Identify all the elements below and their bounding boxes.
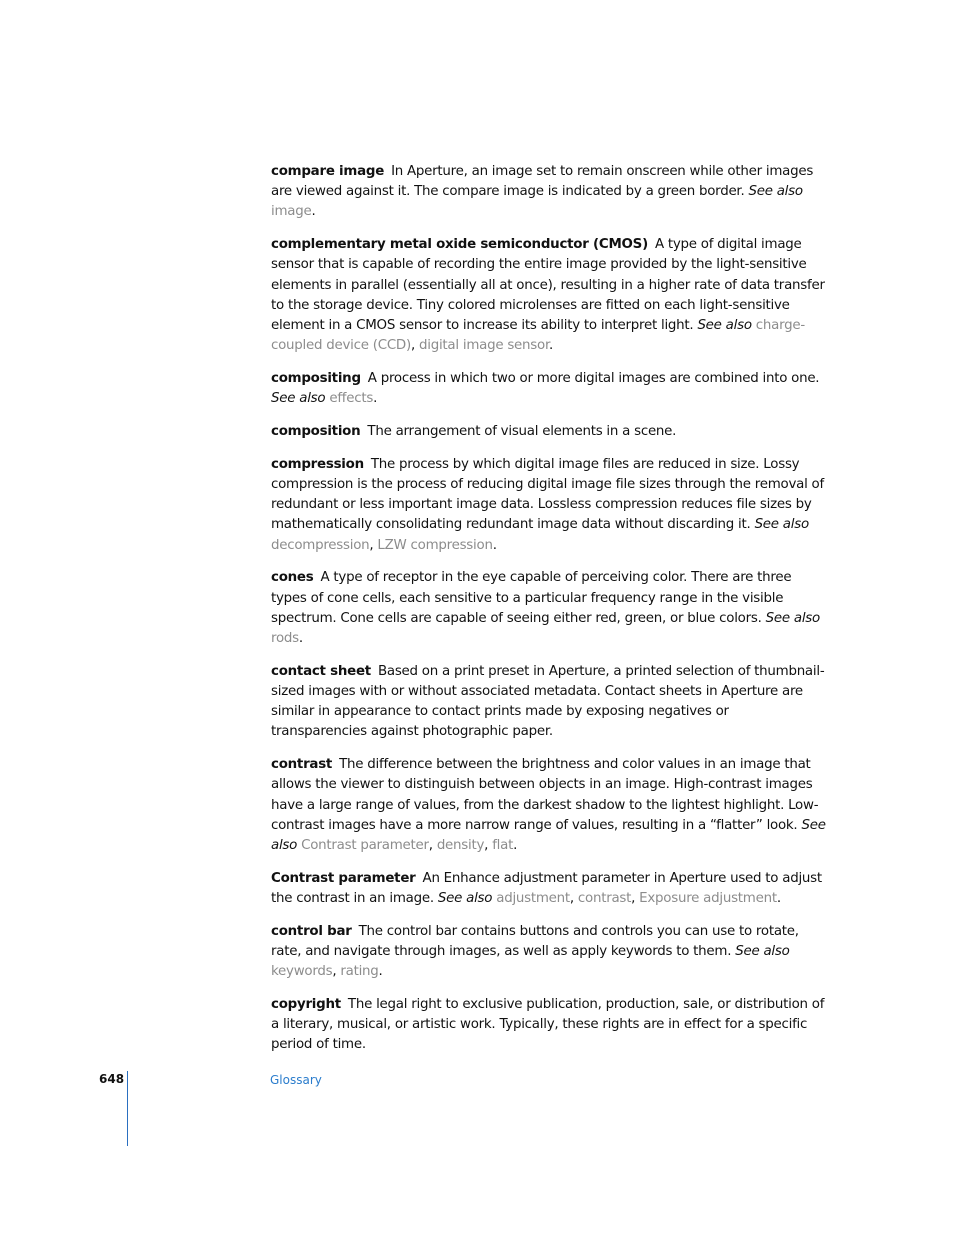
entry-term: compositing (271, 371, 361, 387)
entry-term: contrast (271, 757, 333, 773)
cross-reference-link[interactable]: keywords (271, 964, 333, 980)
see-also-label: See also (271, 391, 326, 407)
cross-reference-link[interactable]: Exposure adjustment (639, 891, 777, 907)
cross-reference-link[interactable]: Contrast parameter (301, 838, 429, 854)
entry-term: cones (271, 570, 314, 586)
glossary-entry: cones A type of receptor in the eye capable of perceiving color. There are three types of cone cells, each sensitive to a particular frequency range in the visible spectrum. Cone cells are capable of seeing either red, green, or blue colors. See also rods. (271, 570, 820, 647)
entry-term: compare image (271, 164, 385, 179)
entry-definition: The difference between the brightness and color values in an image that allows the viewer to distinguish between objects in an image. High-contrast images have a large range of values, from the darkest shadow to the lightest highlight. Low-contrast images have a more narrow range of values, resulting in a “flatter” look. (271, 757, 819, 833)
cross-reference-link[interactable]: image (271, 204, 312, 220)
page-number: 648 (99, 1072, 125, 1086)
footer-divider (127, 1071, 128, 1146)
entry-definition: A process in which two or more digital images are combined into one. (367, 371, 820, 387)
entry-term: contact sheet (271, 663, 371, 679)
entry-definition: The process by which digital image files are reduced in size. Lossy compression is the process of reducing digital image file sizes through the removal of redundant or less important image data. Lossless compression reduces file sizes by mathematically consolidating redundant image data without discarding it. (271, 456, 824, 533)
entry-term: compression (271, 456, 364, 472)
entry-definition: The control bar contains buttons and controls you can use to rotate, rate, and navigate through images, as well as apply keywords to them. (271, 923, 799, 960)
glossary-entry: complementary metal oxide semiconductor (CMOS) A type of digital image sensor that is capable of recording the entire image provided by the light-sensitive elements in parallel (essentially all at once), resulting in a higher rate of data transfer to the storage device. Tiny colored microlenses are fitted on each light-sensitive element in a CMOS sensor to increase its ability to interpret light. See also charge-coupled device (CCD), digital image sensor. (271, 237, 825, 354)
see-also-label: See also (748, 184, 803, 200)
cross-reference-link[interactable]: adjustment (496, 891, 570, 907)
see-also-label: See also (697, 318, 752, 334)
cross-reference-link[interactable]: density (436, 838, 485, 854)
glossary-entry (271, 995, 827, 1056)
glossary-entry: compression The process by which digital image files are reduced in size. Lossy compression is the process of reducing digital image file sizes through the removal of redundant or less important image data. Lossless compression reduces file sizes by mathematically consolidating redundant image data without discarding it. See also decompression, LZW compression. (271, 456, 824, 553)
see-also-label: See also (765, 610, 820, 626)
see-also-label: See also (271, 817, 826, 854)
entry-term: copyright (271, 997, 341, 1013)
cross-reference-link[interactable]: LZW compression (377, 537, 493, 553)
glossary-entry: Contrast parameter An Enhance adjustment parameter in Aperture used to adjust the contrast in an image. See also adjustment, contrast, Exposure adjustment. (271, 870, 822, 907)
cross-reference-link[interactable]: charge-coupled device (CCD) (271, 318, 805, 354)
entry-term: complementary metal oxide semiconductor (CMOS) (271, 237, 648, 253)
entry-definition: A type of digital image sensor that is capable of recording the entire image provided by the light-sensitive elements in parallel (essentially all at once), resulting in a higher rate of data transfer to the storage device. Tiny colored microlenses are fitted on each light-sensitive element in a CMOS sensor to increase its ability to interpret light. (271, 237, 825, 334)
cross-reference-link[interactable]: effects (329, 391, 374, 407)
cross-reference-link[interactable]: flat (492, 838, 514, 854)
section-link-glossary[interactable]: Glossary (270, 1073, 322, 1087)
cross-reference-link[interactable]: digital image sensor (418, 338, 549, 354)
cross-reference-link[interactable]: contrast (577, 891, 632, 907)
entry-definition: A type of receptor in the eye capable of perceiving color. There are three types of cone cells, each sensitive to a particular frequency range in the visible spectrum. Cone cells are capable of seeing either red, green, or blue colors. (271, 570, 792, 626)
entry-definition: In Aperture, an image set to remain onscreen while other images are viewed against it. The compare image is indicated by a green border. (271, 164, 814, 200)
glossary-entry: compare image In Aperture, an image set to remain onscreen while other images are viewed against it. The compare image is indicated by a green border. See also image. (271, 164, 814, 220)
see-also-label: See also (754, 517, 809, 533)
glossary-entry: contrast The difference between the brightness and color values in an image that allows the viewer to distinguish between objects in an image. High-contrast images have a large range of values, from the darkest shadow to the lightest highlight. Low-contrast images have a more narrow range of values, resulting in a “flatter” look. See also Contrast parameter, density, flat. (271, 757, 826, 854)
see-also-label: See also (735, 944, 790, 960)
glossary-entries (271, 162, 827, 1068)
glossary-entry (271, 422, 827, 442)
glossary-entry (271, 662, 827, 743)
cross-reference-link[interactable]: rating (340, 964, 379, 980)
entry-definition: An Enhance adjustment parameter in Aperture used to adjust the contrast in an image. (271, 870, 822, 907)
entry-definition: Based on a print preset in Aperture, a printed selection of thumbnail-sized images with or without associated metadata. Contact sheets in Aperture are similar in appearance to contact prints made by exposing negatives or transparencies against photographic paper. (271, 663, 825, 740)
entry-term: composition (271, 424, 361, 440)
entry-definition: The legal right to exclusive publication, production, sale, or distribution of a literary, musical, or artistic work. Typically, these rights are in effect for a specific period of time. (271, 997, 825, 1053)
see-also-label: See also (437, 891, 493, 907)
entry-term: control bar (271, 923, 352, 939)
entry-definition: The arrangement of visual elements in a scene. (367, 424, 677, 440)
glossary-entry: control bar The control bar contains buttons and controls you can use to rotate, rate, and navigate through images, as well as apply keywords to them. See also keywords, rating. (271, 923, 799, 980)
entry-term: Contrast parameter (271, 870, 416, 886)
glossary-entry: compositing A process in which two or more digital images are combined into one. See also effects. (271, 371, 820, 407)
cross-reference-link[interactable]: rods (271, 631, 299, 647)
cross-reference-link[interactable]: decompression (271, 537, 370, 553)
